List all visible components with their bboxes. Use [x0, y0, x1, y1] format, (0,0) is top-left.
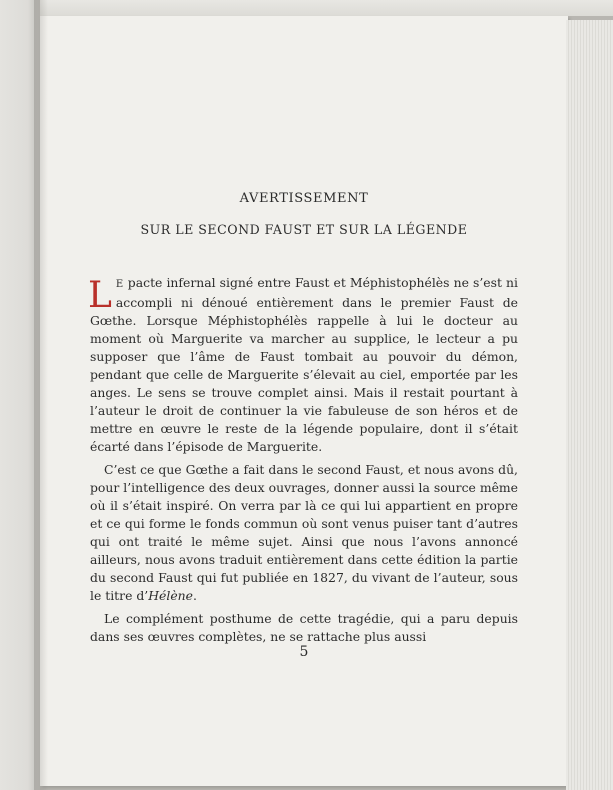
paragraph-2	[90, 461, 518, 605]
gutter-shadow	[34, 0, 48, 790]
paragraph-3	[90, 610, 518, 646]
body-text	[90, 274, 518, 646]
lead-small-caps: E	[115, 279, 124, 290]
book-page	[40, 16, 568, 786]
paragraph-1-text: pacte infernal signé entre Faust et Méphistophélès ne s’est ni accompli ni dénoué entièrement dans le premier Faust de Gœthe. Lorsque Méphistophélès rappelle à lui le docteur au moment où Marguerite va marcher au supplice, le lecteur a pu supposer que l’âme de Faust tombait au pouvoir du démon, pendant que celle de Marguerite s’élevait au ciel, emportée par les anges. Le sens se trouve complet ainsi. Mais il restait pourtant à l’auteur le droit de continuer la vie fabuleuse de son héros et de mettre en œuvre le reste de la légende populaire, dont il s’était écarté dans l’épisode de Marguerite.	[90, 275, 518, 454]
title-italic: Hélène	[148, 588, 193, 603]
paragraph-3-text: Le complément posthume de cette tragédie, qui a paru depuis dans ses œuvres complètes, ne se rattache plus aussi	[90, 611, 518, 644]
paragraph-1	[90, 274, 518, 456]
paragraph-2-text: C’est ce que Gœthe a fait dans le second Faust, et nous avons dû, pour l’intelligence des deux ouvrages, donner aussi la source même où il s’était inspiré. On verra par là ce qui lui appartient en propre et ce qui forme le fonds commun où sont venus puiser tant d’autres qui ont traité le même sujet. Ainsi que nous l’avons annoncé ailleurs, nous avons traduit entièrement dans cette édition la partie du second Faust qui fut publiée en 1827, du vivant de l’auteur, sous le titre d’	[90, 462, 518, 603]
paragraph-2-end: .	[192, 588, 197, 603]
page-title: AVERTISSEMENT	[239, 191, 369, 206]
background-wall	[40, 0, 613, 16]
page-number: 5	[299, 644, 309, 660]
page-subtitle: SUR LE SECOND FAUST ET SUR LA LÉGENDE	[140, 222, 468, 237]
page-stack-edges	[566, 20, 613, 790]
drop-cap: L	[88, 275, 112, 316]
